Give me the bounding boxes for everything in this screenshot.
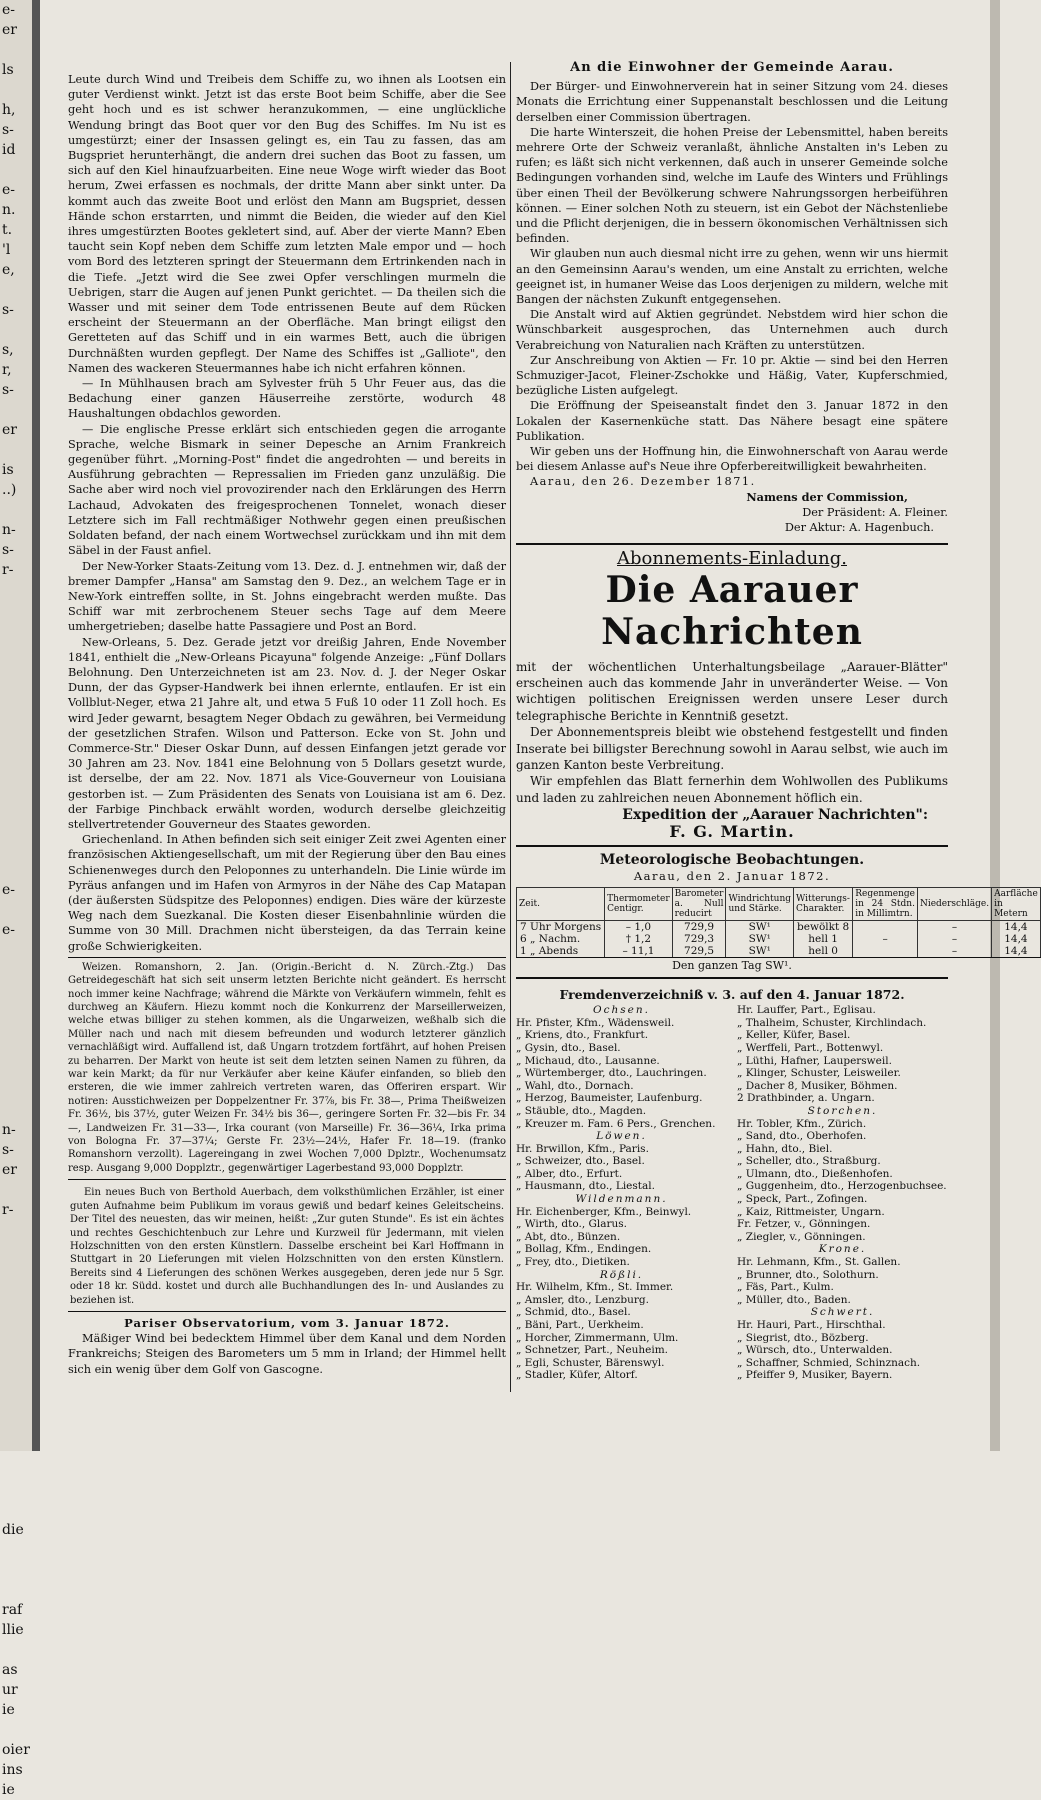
weather-footer: Den ganzen Tag SW¹. — [672, 958, 792, 972]
gutter-fragment — [0, 900, 32, 920]
gutter-fragment — [0, 1500, 32, 1520]
guest-entry: „ Ziegler, v., Gönningen. — [737, 1230, 866, 1243]
weather-observations — [516, 852, 1038, 973]
guest-entry: Fr. Fetzer, v., Gönningen. — [737, 1218, 871, 1231]
hotel-name: Löwen. — [596, 1130, 647, 1143]
cell: – — [917, 920, 991, 933]
gutter-fragment: id — [2, 142, 16, 158]
gutter-fragment — [0, 320, 32, 340]
guest-entry: „ Bollag, Kfm., Endingen. — [516, 1243, 652, 1256]
publisher-name: F. G. Martin. — [669, 822, 795, 842]
gutter-fragment — [0, 800, 32, 820]
previous-page-edge — [0, 0, 32, 1798]
guest-list-left — [516, 1004, 727, 1382]
gutter-fragment: ie — [2, 1782, 15, 1798]
gutter-fragment: e- — [2, 922, 16, 938]
gutter-fragment — [0, 780, 32, 800]
subscription-ad — [516, 548, 948, 842]
article-ship-rescue: Leute durch Wind und Treibeis dem Schiffe zu, wo ihnen als Lootsen ein guter Verdienst winkt. Jetzt ist das erste Boot beim Schiffe, aber die See geht hoch und es ist schwer heranzukommen, — eine unglückliche Wendung bringt das Boot quer vor den Bug des Schiffes. Im Nu ist es umgestürzt; einer der Insassen gelingt es, ein Tau zu fassen, das am Bugspriet herunterhängt, die andern drei suchen das Boot zu fassen, um sich auf den Kiel hinaufzuarbeiten. Eine neue Woge wirft wieder das Boot herum, Zwei erfassen es nochmals, der dritte Mann aber sinkt unter. Da kommt auch das zweite Boot und erlöst den Mann am Bugspriet, dessen Hände schon erstarrten, und nimmt die Beiden, die wieder auf den Kiel ihres umgestürzten Bootes gekletert sind, auf. Aber der vierte Mann? Eben taucht sein Kopf neben dem Schiffe zum letzten Male empor und — hoch vom Bord des letzteren springt der Steuermann dem Ertrinkenden nach in die Tiefe. „Jetzt wird die See zwei Opfer verschlingen murmeln die Uebrigen, starr die Augen auf jenen Punkt gerichtet. — Da theilen sich die Wasser und mit seiner dem Tode entrissenen Beute auf dem Rücken erscheint der Steuermann an der Oberfläche. Man bringt eiligst den Geretteten auf das Schiff und in ein warmes Bett, auch die übrigen Durchnäßten wurden gepflegt. Der Name des Schiffes ist „Galliote", den Namen des wackeren Steuermannes habe ich nicht erfahren können. — [68, 73, 506, 375]
gutter-fragment — [0, 620, 32, 640]
cell: hell 1 — [794, 933, 853, 945]
guest-entry: „ Guggenheim, dto., Herzogenbuchsee. — [737, 1180, 947, 1193]
guest-entry: „ Bäni, Part., Uerkheim. — [516, 1319, 644, 1332]
cell: 14,4 — [992, 920, 1041, 933]
gutter-fragment — [0, 160, 32, 180]
gutter-fragment — [0, 1460, 32, 1480]
gutter-fragment: ur — [2, 1682, 18, 1698]
column-divider — [510, 62, 511, 1392]
gutter-fragment: ins — [2, 1762, 23, 1778]
gutter-fragment: r- — [2, 562, 14, 578]
guest-entry: 2 Drathbinder, a. Ungarn. — [737, 1092, 875, 1105]
article-muehlhausen: — In Mühlhausen brach am Sylvester früh 5 Uhr Feuer aus, das die Bedachung einer ganzen Häuserreihe zerstörte, wodurch 48 Haushaltungen obdachlos geworden. — [68, 377, 506, 421]
guest-entry: Hr. Lauffer, Part., Eglisau. — [737, 1004, 876, 1017]
paris-observatory-text: Mäßiger Wind bei bedecktem Himmel über dem Kanal und dem Norden Frankreichs; Steigen des Barometers um 5 mm in Irland; der Himmel hellt sich ein wenig über dem Golf von Gascogne. — [68, 1332, 506, 1376]
cell: 7 Uhr Morgens — [517, 920, 605, 933]
guest-entry: „ Fäs, Part., Kulm. — [737, 1281, 834, 1294]
subscription-paragraph: mit der wöchentlichen Unterhaltungsbeilage „Aarauer-Blätter" erscheinen auch das kommende Jahr in unveränderter Weise. — Von wichtigen politischen Ereignissen werden unsere Leser durch telegraphische Berichte in Kenntniß gesetzt. — [516, 659, 948, 723]
guest-entry: „ Klinger, Schuster, Leisweiler. — [737, 1067, 901, 1080]
gemeinde-date: Aarau, den 26. Dezember 1871. — [530, 475, 756, 489]
gutter-fragment — [0, 1540, 32, 1560]
gutter-fragment — [0, 1360, 32, 1380]
guest-entry: Hr. Eichenberger, Kfm., Beinwyl. — [516, 1205, 692, 1218]
guest-entry: Hr. Wilhelm, Kfm., St. Immer. — [516, 1281, 674, 1294]
guest-entry: „ Gysin, dto., Basel. — [516, 1041, 621, 1054]
cell — [853, 945, 918, 958]
cell: 6 „ Nachm. — [517, 933, 605, 945]
cell: † 1,2 — [605, 933, 673, 945]
gutter-fragment — [0, 1320, 32, 1340]
gutter-fragment — [0, 1640, 32, 1660]
gutter-fragment: ..) — [2, 482, 17, 498]
col-time: Zeit. — [517, 887, 605, 920]
cell: 1 „ Abends — [517, 945, 605, 958]
col-rain: Regenmenge in 24 Stdn. in Millimtrn. — [853, 887, 918, 920]
gutter-fragment — [0, 440, 32, 460]
gutter-fragment — [0, 40, 32, 60]
article-english-press: — Die englische Presse erklärt sich entschieden gegen die arrogante Sprache, welche Bismark in seiner Depesche an Arnim Frankreich gegenüber führt. „Morning-Post" findet die angedrohten — und bereits in Ausführung gebrachten — Repressalien im Frieden ganz unzuläßig. Die Sache aber wird noch viel provozirender nach den Erklärungen des Herrn Lachaud, Advokaten des freigesprochenen Tonnelet, wonach dieser Letztere sich im Fall rechtmäßiger Nothwehr gegen einen preußischen Soldaten befand, der nach einem Wortwechsel zurückkam und ihn mit dem Säbel in der Faust anfiel. — [68, 422, 506, 558]
gutter-fragment — [0, 720, 32, 740]
gutter-fragment — [0, 1480, 32, 1500]
gutter-fragment — [0, 700, 32, 720]
gutter-fragment: s- — [2, 382, 14, 398]
gutter-fragment — [0, 1100, 32, 1120]
gemeinde-paragraph: Zur Anschreibung von Aktien — Fr. 10 pr. Aktie — sind bei den Herren Schmuziger-Jacot, Fleiner-Zschokke und Häßig, Vater, Kupferschmied, bezügliche Listen aufgelegt. — [516, 353, 948, 398]
gutter-fragment — [0, 1720, 32, 1740]
gutter-fragment: oier — [2, 1742, 30, 1758]
gutter-fragment — [0, 280, 32, 300]
gutter-fragment: is — [2, 462, 14, 478]
gutter-fragment — [0, 680, 32, 700]
gutter-fragment — [0, 1180, 32, 1200]
col-barometer: Barometer a. Null reducirt — [672, 887, 726, 920]
gemeinde-paragraph: Wir glauben nun auch diesmal nicht irre zu gehen, wenn wir uns hiermit an den Gemeinsinn Aarau's wenden, um eine Anstalt zu errichten, welche geeignet ist, in humaner Weise das Loos derjenigen zu mildern, welche mit Bangen der nächsten Zukunft entgegensehen. — [516, 247, 948, 307]
gutter-fragment — [0, 1340, 32, 1360]
weather-row — [517, 933, 1041, 945]
gutter-fragment — [0, 760, 32, 780]
cell: bewölkt 8 — [794, 920, 853, 933]
cell: – — [917, 933, 991, 945]
cell — [853, 920, 918, 933]
cell: – 11,1 — [605, 945, 673, 958]
guest-entry: „ Amsler, dto., Lenzburg. — [516, 1293, 649, 1306]
gutter-fragment: die — [2, 1522, 24, 1538]
gutter-fragment: llie — [2, 1622, 24, 1638]
gutter-fragment — [0, 840, 32, 860]
guest-entry: „ Dacher 8, Musiker, Böhmen. — [737, 1079, 898, 1092]
col-precip: Niederschläge. — [917, 887, 991, 920]
guest-entry: „ Stadler, Küfer, Altorf. — [516, 1369, 638, 1382]
guest-entry: „ Hausmann, dto., Liestal. — [516, 1180, 655, 1193]
signature-heading: Namens der Commission, — [746, 489, 908, 504]
guest-entry: „ Sand, dto., Oberhofen. — [737, 1130, 867, 1143]
guest-entry: „ Müller, dto., Baden. — [737, 1293, 851, 1306]
gutter-fragment: h, — [2, 102, 16, 118]
gutter-fragment: er — [2, 422, 17, 438]
hotel-name: Wildenmann. — [575, 1193, 668, 1206]
gutter-fragment — [0, 1420, 32, 1440]
gutter-fragment — [0, 1260, 32, 1280]
next-page-edge — [990, 0, 1000, 1451]
cell: 729,3 — [672, 933, 726, 945]
cell: SW¹ — [726, 920, 794, 933]
gutter-fragment — [0, 600, 32, 620]
hotel-name: Krone. — [818, 1243, 867, 1256]
expedition-line: Expedition der „Aarauer Nachrichten": — [622, 807, 928, 824]
subscription-title: Abonnements-Einladung. — [617, 548, 847, 570]
article-hansa: Der New-Yorker Staats-Zeitung vom 13. Dez. d. J. entnehmen wir, daß der bremer Dampfer „Hansa" am Samstag den 9. Dez., an welchem Tage er in New-York eintreffen sollte, in St. Johns eingebracht werden mußte. Das Schiff war mit zerbrochenem Steuer sechs Tage auf dem Meere umhergetrieben; daselbe hatte Passagiere und Post an Bord. — [68, 559, 506, 634]
guest-entry: „ Egli, Schuster, Bärenswyl. — [516, 1356, 665, 1369]
cell: – 1,0 — [605, 920, 673, 933]
gutter-fragment — [0, 500, 32, 520]
hotel-name: Ochsen. — [593, 1004, 650, 1017]
guest-entry: „ Stäuble, dto., Magden. — [516, 1104, 647, 1117]
guest-entry: „ Wirth, dto., Glarus. — [516, 1218, 628, 1231]
gutter-fragment: n- — [2, 522, 16, 538]
gutter-fragment — [0, 400, 32, 420]
gutter-fragment: as — [2, 1662, 18, 1678]
hotel-name: Rößli. — [599, 1268, 644, 1281]
cell: – — [853, 933, 918, 945]
grain-market-report: Weizen. Romanshorn, 2. Jan. (Origin.-Bericht d. N. Zürch.-Ztg.) Das Getreidegeschäft hat sich seit unserm letzten Berichte nicht geändert. Es herrscht noch immer keine Nachfrage; während die Märkte von Verkäufern wimmeln, fehlt es durchweg an Käufern. Hiezu kommt noch die Konkurrenz der Marseillerweizen, welche etwas billiger zu stehen kommen, als die Ungarweizen, weßhalb sich die Müller nach und nach mit diesem befreunden und wodurch letzterer gänzlich vernachläßigt wird. Auffallend ist, daß Ungarn trotzdem fortfährt, auf hohen Preisen zu beharren. Der Markt von heute ist seit dem letzten seinen Namen zu führen, da war kein Markt; da für nur Verkäufer aber keine Käufer einfanden, so blieb den ersteren, die wie immer zahlreich vertreten waren, das Offeriren erspart. Wir notiren: Ausstichweizen per Doppelzentner Fr. 37⅞, bis Fr. 38—, Prima Theißweizen Fr. 36½, bis 37½, guter Weizen Fr. 34½ bis 36—, geringere Sorten Fr. 32—bis Fr. 34—, Landweizen Fr. 31—33—, Irka courant (von Marseille) Fr. 36—36¼, Irka prima von Bologna Fr. 37—37¼; Gerste Fr. 23½—24½, Hafer Fr. 18—19. (franko Romanshorn verzollt). Lagereingang in zwei Wochen 7,000 Dplztr., Wochenumsatz resp. Ausgang 9,000 Dopplztr., gegenwärtiger Lagerbestand 93,000 Dopplztr. — [68, 961, 506, 1174]
cell: 729,5 — [672, 945, 726, 958]
divider — [516, 543, 948, 545]
guest-entry: „ Abt, dto., Bünzen. — [516, 1230, 621, 1243]
gutter-fragment — [0, 1300, 32, 1320]
gutter-fragment — [0, 1020, 32, 1040]
guest-entry: „ Schmid, dto., Basel. — [516, 1306, 631, 1319]
guest-entry: „ Scheller, dto., Straßburg. — [737, 1155, 881, 1168]
guest-entry: „ Werffeli, Part., Bottenwyl. — [737, 1041, 884, 1054]
gutter-fragment: s, — [2, 342, 14, 358]
gutter-fragment — [0, 860, 32, 880]
guest-entry: „ Würsch, dto., Unterwalden. — [737, 1344, 893, 1357]
guest-entry: Hr. Pfister, Kfm., Wädensweil. — [516, 1016, 675, 1029]
guest-entry: „ Speck, Part., Zofingen. — [737, 1193, 868, 1206]
gutter-fragment — [0, 1000, 32, 1020]
divider — [68, 957, 506, 958]
cell: SW¹ — [726, 945, 794, 958]
divider — [516, 977, 948, 979]
gutter-fragment — [0, 940, 32, 960]
guest-entry: „ Thalheim, Schuster, Kirchlindach. — [737, 1016, 927, 1029]
col-wind: Windrichtung und Stärke. — [726, 887, 794, 920]
gutter-fragment — [0, 80, 32, 100]
guest-entry: „ Keller, Küfer, Basel. — [737, 1029, 851, 1042]
gutter-fragment: raf — [2, 1602, 23, 1618]
signature-aktuar: Der Aktur: A. Hagenbuch. — [784, 521, 934, 535]
hotel-name: Storchen. — [807, 1104, 878, 1117]
guest-entry: „ Brunner, dto., Solothurn. — [737, 1268, 879, 1281]
signature-president: Der Präsident: A. Fleiner. — [802, 505, 948, 519]
gutter-fragment: s- — [2, 1142, 14, 1158]
gutter-fragment — [0, 1380, 32, 1400]
gutter-fragment — [0, 1220, 32, 1240]
guest-entry: „ Kaiz, Rittmeister, Ungarn. — [737, 1205, 885, 1218]
gutter-fragment: e- — [2, 2, 16, 18]
gutter-fragment — [0, 980, 32, 1000]
gemeinde-notice-title: An die Einwohner der Gemeinde Aarau. — [570, 60, 894, 75]
guest-entry: „ Wahl, dto., Dornach. — [516, 1079, 634, 1092]
gemeinde-paragraph: Die harte Winterszeit, die hohen Preise der Lebensmittel, haben bereits mehrere Orte der Schweiz veranlaßt, ähnliche Anstalten in's Leben zu rufen; es läßt sich nicht verkennen, daß auch in unserer Gemeinde solche Bedingungen vorhanden sind, welche im Laufe des Winters und Frühlings über einen Theil der Bevölkerung schwere Nahrungssorgen herbeiführen können. — Einer solchen Noth zu steuern, ist ein Gebot der Nächstenliebe und die Pflicht derjenigen, die in bessern ökonomischen Verhältnissen sich befinden. — [516, 125, 948, 246]
guest-entry: „ Schnetzer, Part., Neuheim. — [516, 1344, 668, 1357]
gutter-fragment — [0, 1040, 32, 1060]
gutter-fragment: n- — [2, 1122, 16, 1138]
weather-row — [517, 920, 1041, 933]
left-column — [68, 72, 506, 1377]
gutter-fragment: n. — [2, 202, 16, 218]
col-weather: Witterungs-Charakter. — [794, 887, 853, 920]
subscription-paragraph: Wir empfehlen das Blatt fernerhin dem Wohlwollen des Publikums und laden zu zahlreichen neuen Abonnement höflich ein. — [516, 774, 948, 805]
gutter-fragment — [0, 1280, 32, 1300]
weather-row — [517, 945, 1041, 958]
gutter-fragment — [0, 1560, 32, 1580]
gemeinde-notice-body — [516, 79, 948, 489]
gutter-fragment: r- — [2, 1202, 14, 1218]
guest-entry: „ Alber, dto., Erfurt. — [516, 1167, 623, 1180]
article-greece: Griechenland. In Athen befinden sich seit einiger Zeit zwei Agenten einer französischen Aktiengesellschaft, um mit der Regierung über den Bau eines Schienenweges durch den Peloponnes zu unterhandeln. Die Linie würde im Pyräus anfangen und im Hafen von Armyros in der Nähe des Cap Matapan (der äußersten Südspitze des Peloponnes) endigen. Dies wäre der kürzeste Weg nach dem Suezkanal. Die Kosten dieser Eisenbahnlinie würden die Summe von 30 Mill. Drachmen nicht übersteigen, da das Terrain keine große Schwierigkeiten. — [68, 833, 506, 953]
guest-entry: „ Kriens, dto., Frankfurt. — [516, 1029, 649, 1042]
auerbach-text: Ein neues Buch von Berthold Auerbach, dem volksthümlichen Erzähler, ist einer guten Aufnahme beim Publikum im voraus gewiß und bedarf keines Geleitscheins. Der Titel des neuesten, das wir meinen, heißt: „Zur guten Stunde". Es ist ein ächtes und rechtes Geschichtenbuch zur Lehre und Kurzweil für Jedermann, mit vielen Holzschnitten von den ersten Künstlern. Dasselbe erscheint bei Karl Hoffmann in Stuttgart in 20 Lieferungen mit vielen Holzschnitten von den ersten Künstlern. Bereits sind 4 Lieferungen des schönen Werkes ausgegeben, deren jede nur 5 Sgr. oder 18 kr. Südd. kostet und durch alle Buchhandlungen des In- und Auslandes zu beziehen ist. — [70, 1187, 504, 1306]
guest-entry: „ Horcher, Zimmermann, Ulm. — [516, 1331, 679, 1344]
gutter-fragment: er — [2, 1162, 17, 1178]
weather-subtitle: Aarau, den 2. Januar 1872. — [633, 868, 831, 883]
guest-entry: „ Herzog, Baumeister, Laufenburg. — [516, 1092, 703, 1105]
cell: – — [917, 945, 991, 958]
gemeinde-paragraph: Der Bürger- und Einwohnerverein hat in seiner Sitzung vom 24. dieses Monats die Errichtung einer Suppenanstalt beschlossen und die Leitung derselben einer Commission übertragen. — [516, 80, 948, 124]
gutter-fragment: r, — [2, 362, 12, 378]
col-thermometer: Thermometer Centigr. — [605, 887, 673, 920]
guest-entry: „ Frey, dto., Dietiken. — [516, 1256, 630, 1269]
guest-entry: Hr. Brwillon, Kfm., Paris. — [516, 1142, 649, 1155]
guest-entry: „ Ulmann, dto., Dießenhofen. — [737, 1167, 893, 1180]
gutter-fragment — [0, 640, 32, 660]
hotel-name: Schwert. — [810, 1306, 875, 1319]
cell: 729,9 — [672, 920, 726, 933]
gutter-fragment — [0, 740, 32, 760]
guest-entry: „ Hahn, dto., Biel. — [737, 1142, 833, 1155]
paris-observatory-heading: Pariser Observatorium, vom 3. Januar 1872. — [124, 1315, 450, 1330]
cell: SW¹ — [726, 933, 794, 945]
page-fold-shadow — [32, 0, 40, 1451]
gutter-fragment — [0, 1400, 32, 1420]
gutter-fragment: ie — [2, 1702, 15, 1718]
gutter-fragment: ls — [2, 62, 14, 78]
gutter-fragment — [0, 580, 32, 600]
divider — [516, 845, 948, 847]
gemeinde-paragraph: Die Eröffnung der Speiseanstalt findet den 3. Januar 1872 in den Lokalen der Kasernenküche statt. Das Nähere besagt eine spätere Publikation. — [516, 399, 948, 443]
gemeinde-paragraph: Wir geben uns der Hoffnung hin, die Einwohnerschaft von Aarau werde bei diesem Anlasse auf's Neue ihre Opferbereitwilligkeit bewahrheiten. — [516, 445, 948, 474]
gutter-fragment: e- — [2, 882, 16, 898]
gutter-fragment — [0, 1060, 32, 1080]
auerbach-notice — [68, 1179, 506, 1312]
gutter-fragment — [0, 1240, 32, 1260]
guest-entry: „ Michaud, dto., Lausanne. — [516, 1054, 660, 1067]
guest-entry: „ Lüthi, Hafner, Laupersweil. — [737, 1054, 892, 1067]
guest-list-right — [737, 1004, 948, 1382]
gutter-fragment — [0, 1580, 32, 1600]
guest-entry: „ Siegrist, dto., Bözberg. — [737, 1331, 869, 1344]
gemeinde-paragraph: Die Anstalt wird auf Aktien gegründet. Nebstdem wird hier schon die Wünschbarkeit ausgesprochen, das Unternehmen auch durch Verabreichung von Naturalien nach Kräften zu unterstützen. — [516, 308, 948, 352]
cell: 14,4 — [992, 933, 1041, 945]
col-river: Aarfläche in Metern — [992, 887, 1041, 920]
weather-header-row — [517, 887, 1041, 920]
gutter-fragment: e, — [2, 262, 15, 278]
cell: 14,4 — [992, 945, 1041, 958]
guest-entry: Hr. Hauri, Part., Hirschthal. — [737, 1319, 886, 1332]
gutter-fragment: s- — [2, 302, 14, 318]
gutter-fragment: s- — [2, 122, 14, 138]
guest-entry: „ Schweizer, dto., Basel. — [516, 1155, 645, 1168]
newspaper-name: Die Aarauer Nachrichten — [601, 568, 863, 653]
cell: hell 0 — [794, 945, 853, 958]
gutter-fragment: t. — [2, 222, 13, 238]
guest-entry: „ Kreuzer m. Fam. 6 Pers., Grenchen. — [516, 1117, 716, 1130]
article-new-orleans: New-Orleans, 5. Dez. Gerade jetzt vor dreißig Jahren, Ende November 1841, enthielt die „New-Orleans Picayuna" folgende Anzeige: „Fünf Dollars Belohnung. Den Unterzeichneten ist am 23. Nov. d. J. der Neger Oskar Dunn, der das Gypser-Handwerk bei ihnen erlernte, entlaufen. Er ist ein Vollblut-Neger, etwa 21 Jahre alt, und etwa 5 Fuß 10 oder 11 Zoll hoch. Es wird Jeder gewarnt, besagtem Neger Obdach zu gewähren, bei Vermeidung der gesetzlichen Strafen. Wilson und Patterson. Ecke von St. John und Commerce-Str." Dieser Oskar Dunn, auf dessen Einfangen jetzt gerade vor 30 Jahren am 23. Nov. 1841 eine Belohnung von 5 Dollars gesetzt wurde, ist derselbe, der am 22. Nov. 1871 als Vice-Gouverneur von Louisiana gestorben ist. — Zum Präsidenten des Senats von Louisiana ist am 6. Dez. der Farbige Pinchback erwählt worden, wodurch derselbe gleichzeitig stellvertretender Gouverneur des Staates geworden. — [68, 635, 506, 831]
right-column — [516, 60, 1038, 1382]
weather-title: Meteorologische Beobachtungen. — [599, 852, 865, 869]
subscription-paragraph: Der Abonnementspreis bleibt wie obstehend festgestellt und finden Inserate bei billigster Berechnung sowohl in Aarau selbst, wie auch im ganzen Kanton beste Verbreitung. — [516, 725, 948, 772]
guest-entry: „ Würtemberger, dto., Lauchringen. — [516, 1067, 707, 1080]
gutter-fragment: e- — [2, 182, 16, 198]
gutter-fragment: er — [2, 22, 17, 38]
gutter-fragment — [0, 820, 32, 840]
gutter-fragment — [0, 1080, 32, 1100]
guest-list-title: Fremdenverzeichniß v. 3. auf den 4. Januar 1872. — [559, 986, 905, 1002]
gutter-fragment — [0, 1440, 32, 1460]
gutter-fragment: s- — [2, 542, 14, 558]
guest-entry: „ Schaffner, Schmied, Schinznach. — [737, 1356, 921, 1369]
gutter-fragment: 'l — [2, 242, 11, 258]
guest-list — [516, 987, 948, 1382]
gutter-fragment — [0, 660, 32, 680]
gutter-fragment — [0, 960, 32, 980]
guest-entry: Hr. Lehmann, Kfm., St. Gallen. — [737, 1256, 901, 1269]
weather-table — [516, 887, 1041, 958]
guest-entry: „ Pfeiffer 9, Musiker, Bayern. — [737, 1369, 893, 1382]
guest-entry: Hr. Tobler, Kfm., Zürich. — [737, 1117, 867, 1130]
